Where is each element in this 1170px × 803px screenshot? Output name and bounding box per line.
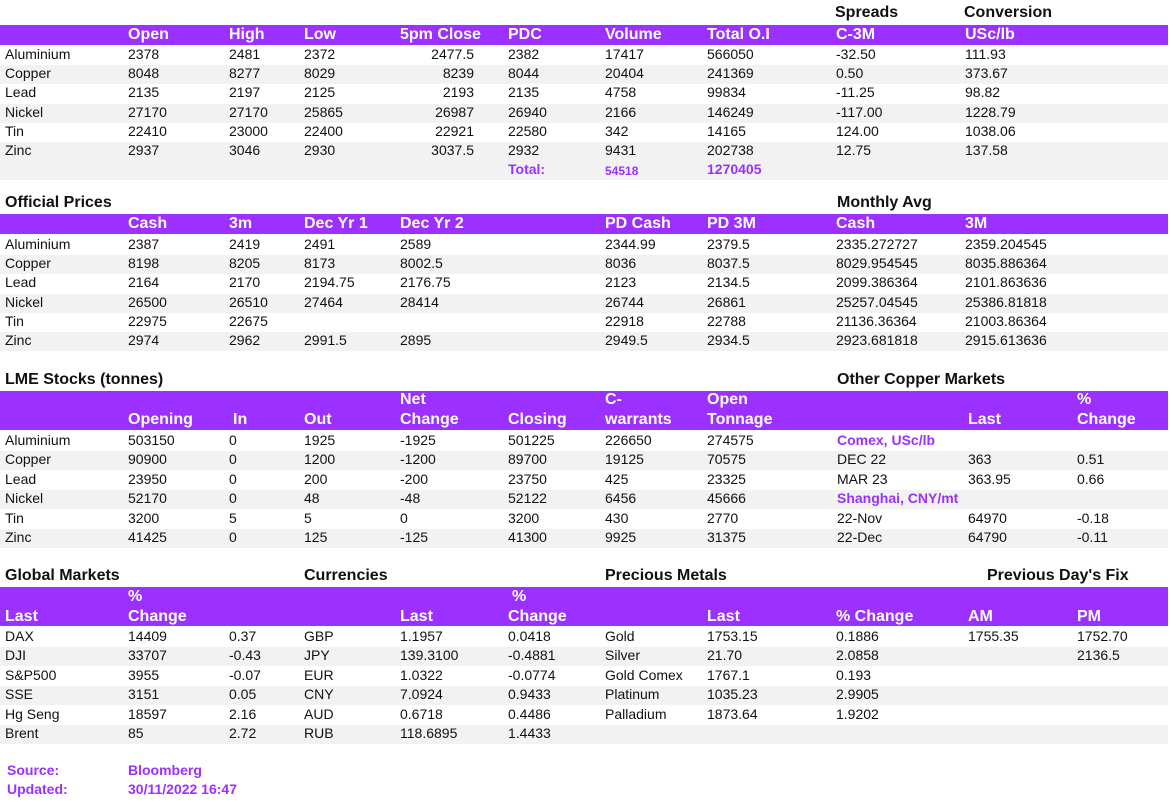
table-cell: 3151 [128, 686, 160, 703]
table-cell: 22921 [435, 122, 474, 139]
table-cell: 0 [229, 470, 237, 487]
table-cell: 0.193 [836, 666, 872, 683]
table-cell: 1.9202 [836, 705, 879, 722]
table-cell: 2136.5 [1077, 647, 1120, 664]
table-cell: 125 [304, 529, 328, 545]
metal-name: Nickel [5, 293, 44, 310]
table-cell: 0.37 [229, 628, 257, 644]
table-cell: 41300 [508, 529, 547, 545]
table-cell: 23000 [229, 122, 268, 139]
col-copper-last: Last [968, 411, 1001, 428]
table-cell: 22400 [304, 122, 343, 139]
table-cell: 27170 [128, 103, 167, 120]
col-curr-pct-top: % [512, 588, 527, 605]
table-cell: 3955 [128, 666, 160, 683]
col-closing: Closing [508, 411, 567, 428]
row-shade [0, 647, 1168, 666]
table-cell: 26940 [508, 103, 547, 120]
table-cell: 2382 [508, 46, 540, 62]
table-cell: 8029.954545 [836, 255, 918, 272]
table-cell: 503150 [128, 432, 175, 448]
index-name: S&P500 [5, 666, 57, 683]
table-cell: 21136.36364 [836, 312, 917, 329]
table-cell: -125 [400, 529, 429, 545]
table-cell: 2135 [508, 84, 540, 101]
table-cell: 9431 [605, 142, 637, 158]
col-cwarrants-top: C- [605, 391, 622, 408]
table-cell: 0 [229, 432, 237, 448]
table-cell: 90900 [128, 451, 167, 468]
table-cell: 7.0924 [400, 686, 443, 703]
table-cell: DEC 22 [837, 451, 887, 468]
table-cell: 28414 [400, 293, 439, 310]
table-cell: 17417 [605, 46, 644, 62]
col-pd-3m: PD 3M [707, 215, 756, 232]
col-high: High [229, 26, 265, 43]
col-tonnage: Tonnage [707, 411, 773, 428]
table-cell: 1873.64 [707, 705, 758, 722]
col-pct-top: % [1077, 391, 1092, 408]
col-usclb: USc/lb [965, 26, 1015, 43]
table-cell: 241369 [707, 65, 754, 82]
col-curr-change: Change [508, 608, 567, 625]
metal-name: Tin [5, 122, 24, 139]
table-cell: 8029 [304, 65, 336, 82]
table-cell: -32.50 [836, 46, 876, 62]
table-cell: 200 [304, 470, 328, 487]
col-total-oi: Total O.I [707, 26, 770, 43]
table-cell: 2101.863636 [965, 274, 1047, 291]
table-cell: 2974 [128, 332, 160, 348]
col-dec-yr2: Dec Yr 2 [400, 215, 464, 232]
table-cell: 8173 [304, 255, 336, 272]
table-cell: 85 [128, 725, 144, 741]
table-cell: 3046 [229, 142, 261, 158]
table-cell: 22675 [229, 312, 268, 329]
col-global-change: Change [128, 608, 187, 625]
table-cell: 0.9433 [508, 686, 551, 703]
table-cell: 25386.81818 [965, 293, 1047, 310]
col-net-change: Change [400, 411, 459, 428]
currencies-title: Currencies [304, 567, 388, 584]
table-cell: 25257.04545 [836, 293, 918, 310]
table-cell: 22788 [707, 312, 746, 329]
col-5pm-close: 5pm Close [400, 26, 481, 43]
table-cell: 1755.35 [968, 628, 1019, 644]
table-cell: 2930 [304, 142, 336, 158]
col-avg-cash: Cash [836, 215, 876, 232]
table-cell: -11.25 [836, 84, 875, 101]
table-cell: 23750 [508, 470, 547, 487]
col-open-tonnage-top: Open [707, 391, 748, 408]
metal-name: Aluminium [5, 46, 71, 62]
table-cell: 274575 [707, 432, 754, 448]
total-oi: 1270405 [707, 161, 762, 177]
currency-name: GBP [304, 628, 334, 644]
table-cell: 23325 [707, 470, 746, 487]
table-cell: 25865 [304, 103, 343, 120]
table-cell: 22975 [128, 312, 167, 329]
table-cell: 27170 [229, 103, 268, 120]
col-volume: Volume [605, 26, 662, 43]
official-prices-title: Official Prices [5, 194, 112, 211]
table-cell: -1925 [400, 432, 436, 448]
table-cell: 2949.5 [605, 332, 648, 348]
row-shade [0, 451, 1168, 470]
table-cell: 3037.5 [431, 142, 474, 158]
row-shade [0, 725, 1168, 744]
total-volume: 54518 [605, 164, 639, 178]
col-pdc: PDC [508, 26, 542, 43]
index-name: DAX [5, 628, 34, 644]
table-cell: 2915.613636 [965, 332, 1047, 348]
metal-name: Lead [5, 470, 37, 487]
table-cell: -0.43 [229, 647, 261, 664]
table-cell: 2962 [229, 332, 261, 348]
table-cell: 2193 [442, 84, 474, 101]
updated-label: Updated: [7, 781, 68, 797]
table-cell: 2895 [400, 332, 432, 348]
table-cell: 2934.5 [707, 332, 750, 348]
table-cell: 118.6895 [400, 725, 458, 741]
metal-name: Zinc [5, 332, 32, 348]
table-cell: 137.58 [965, 142, 1008, 158]
table-cell: 139.3100 [400, 647, 459, 664]
table-cell: 2125 [304, 84, 336, 101]
table-cell: 22-Nov [837, 509, 883, 526]
metal-name: Nickel [5, 103, 44, 120]
table-cell: 1752.70 [1077, 628, 1128, 644]
table-cell: 2099.386364 [836, 274, 918, 291]
table-cell: 2123 [605, 274, 637, 291]
table-cell: 1038.06 [965, 122, 1016, 139]
table-cell: 22-Dec [837, 529, 883, 545]
table-cell: 14409 [128, 628, 167, 644]
table-cell: 8036 [605, 255, 637, 272]
table-cell: 22580 [508, 122, 547, 139]
col-pd-cash: PD Cash [605, 215, 671, 232]
table-cell: 501225 [508, 432, 555, 448]
market-subheader: Shanghai, CNY/mt [837, 490, 959, 507]
row-shade [0, 686, 1168, 705]
conversion-title: Conversion [964, 4, 1053, 21]
table-cell: -0.0774 [508, 666, 556, 683]
metal-name: Copper [5, 255, 51, 272]
table-cell: 2194.75 [304, 274, 355, 291]
table-cell: 64790 [968, 529, 1007, 545]
currency-name: CNY [304, 686, 334, 703]
col-open: Open [128, 26, 169, 43]
metal-name: Zinc [5, 142, 32, 158]
table-cell: -48 [400, 490, 421, 507]
col-fix-am: AM [968, 608, 993, 625]
table-cell: 52122 [508, 490, 547, 507]
table-cell: 12.75 [836, 142, 872, 158]
table-cell: 124.00 [836, 122, 879, 139]
spreads-title: Spreads [835, 4, 899, 21]
market-subheader: Comex, USc/lb [837, 432, 936, 448]
col-in: In [233, 411, 248, 428]
table-cell: 1925 [304, 432, 336, 448]
metal-name: Lead [5, 274, 37, 291]
col-fix-pm: PM [1077, 608, 1101, 625]
table-cell: 2359.204545 [965, 236, 1047, 252]
col-warrants: warrants [605, 411, 672, 428]
table-cell: 3200 [128, 509, 160, 526]
index-name: Brent [5, 725, 39, 741]
table-cell: 0.66 [1077, 470, 1105, 487]
table-cell: 0.51 [1077, 451, 1105, 468]
table-cell: 146249 [707, 103, 754, 120]
table-cell: 2164 [128, 274, 160, 291]
col-low: Low [304, 26, 336, 43]
lme-stocks-title: LME Stocks (tonnes) [5, 371, 164, 388]
metal-name: Gold [605, 628, 635, 644]
precious-metals-title: Precious Metals [605, 567, 727, 584]
col-precious-last: Last [707, 608, 740, 625]
table-cell: 21003.86364 [965, 312, 1047, 329]
table-cell: 2932 [508, 142, 540, 158]
table-cell: 2166 [605, 103, 637, 120]
table-cell: 8205 [229, 255, 261, 272]
metal-name: Silver [605, 647, 641, 664]
col-net-top: Net [400, 391, 426, 408]
metal-name: Aluminium [5, 236, 71, 252]
table-cell: 202738 [707, 142, 754, 158]
col-copper-change: Change [1077, 411, 1136, 428]
table-cell: 2589 [400, 236, 432, 252]
table-cell: 2379.5 [707, 236, 750, 252]
col-precious-change: % Change [836, 608, 914, 625]
updated-value: 30/11/2022 16:47 [128, 781, 237, 797]
table-cell: 21.70 [707, 647, 743, 664]
table-cell: 8044 [508, 65, 540, 82]
table-cell: 64970 [968, 509, 1007, 526]
col-out: Out [304, 411, 332, 428]
metal-name: Copper [5, 451, 51, 468]
metal-name: Aluminium [5, 432, 71, 448]
table-cell: 20404 [605, 65, 644, 82]
table-cell: 8198 [128, 255, 160, 272]
source-label: Source: [7, 762, 60, 778]
table-cell: 48 [304, 490, 320, 507]
table-cell: 8277 [229, 65, 261, 82]
metal-name: Palladium [605, 705, 667, 722]
table-cell: 0 [229, 529, 237, 545]
table-cell: 8002.5 [400, 255, 443, 272]
table-cell: 1.1957 [400, 628, 443, 644]
metal-name: Nickel [5, 490, 44, 507]
metal-name: Lead [5, 84, 37, 101]
col-global-pct-top: % [128, 588, 143, 605]
table-cell: 70575 [707, 451, 746, 468]
col-c3m: C-3M [836, 26, 876, 43]
table-cell: 23950 [128, 470, 167, 487]
table-cell: 0 [229, 451, 237, 468]
table-cell: 2419 [229, 236, 261, 252]
table-cell: 14165 [707, 122, 746, 139]
table-cell: 0 [229, 490, 237, 507]
currency-name: RUB [304, 725, 334, 741]
table-cell: 2.0858 [836, 647, 879, 664]
index-name: DJI [5, 647, 26, 664]
table-cell: 226650 [605, 432, 652, 448]
table-cell: 41425 [128, 529, 167, 545]
table-cell: -200 [400, 470, 429, 487]
table-cell: 1.0322 [400, 666, 443, 683]
table-cell: 0.1886 [836, 628, 879, 644]
table-cell: 1228.79 [965, 103, 1016, 120]
table-cell: 4758 [605, 84, 637, 101]
col-curr-last: Last [400, 608, 433, 625]
table-cell: 89700 [508, 451, 547, 468]
table-cell: MAR 23 [837, 470, 888, 487]
table-cell: 99834 [707, 84, 746, 101]
table-cell: 26500 [128, 293, 167, 310]
index-name: SSE [5, 686, 34, 703]
table-cell: 566050 [707, 46, 754, 62]
official-header-bar [0, 214, 1168, 234]
table-cell: 6456 [605, 490, 637, 507]
table-cell: 22918 [605, 312, 644, 329]
table-cell: 2344.99 [605, 236, 656, 252]
total-label: Total: [508, 161, 546, 177]
metal-name: Copper [5, 65, 51, 82]
index-name: Hg Seng [5, 705, 60, 722]
table-cell: 19125 [605, 451, 644, 468]
table-cell: 0.0418 [508, 628, 551, 644]
monthly-avg-title: Monthly Avg [837, 194, 932, 211]
table-cell: 45666 [707, 490, 746, 507]
table-cell: 27464 [304, 293, 343, 310]
table-cell: 2991.5 [304, 332, 347, 348]
table-cell: 430 [605, 509, 629, 526]
table-cell: 9925 [605, 529, 637, 545]
col-3m: 3m [229, 215, 253, 232]
table-cell: 2481 [229, 46, 261, 62]
table-cell: 18597 [128, 705, 167, 722]
table-cell: 98.82 [965, 84, 1001, 101]
col-cash: Cash [128, 215, 168, 232]
table-cell: 26987 [435, 103, 474, 120]
table-cell: 2176.75 [400, 274, 451, 291]
other-copper-title: Other Copper Markets [837, 371, 1006, 388]
table-cell: 3200 [508, 509, 540, 526]
table-cell: 1.4433 [508, 725, 551, 741]
metal-name: Zinc [5, 529, 32, 545]
table-cell: 2491 [304, 236, 336, 252]
table-cell: 31375 [707, 529, 746, 545]
table-cell: 342 [605, 122, 629, 139]
table-cell: 0.4486 [508, 705, 551, 722]
metal-name: Gold Comex [605, 666, 683, 683]
table-cell: 1035.23 [707, 686, 758, 703]
table-cell: 2937 [128, 142, 160, 158]
table-cell: 2477.5 [431, 46, 474, 62]
table-cell: 26861 [707, 293, 746, 310]
currency-name: EUR [304, 666, 334, 683]
table-cell: -1200 [400, 451, 436, 468]
col-global-last: Last [5, 608, 38, 625]
table-cell: 33707 [128, 647, 167, 664]
row-shade [0, 161, 1168, 180]
table-cell: 373.67 [965, 65, 1008, 82]
table-cell: 363.95 [968, 470, 1011, 487]
col-opening: Opening [128, 411, 193, 428]
table-cell: 26744 [605, 293, 644, 310]
currency-name: JPY [304, 647, 330, 664]
currency-name: AUD [304, 705, 334, 722]
table-cell: -0.18 [1077, 509, 1109, 526]
table-cell: -0.4881 [508, 647, 556, 664]
row-shade [0, 490, 1168, 509]
table-cell: -0.11 [1077, 529, 1108, 545]
metal-name: Tin [5, 312, 24, 329]
table-cell: 5 [229, 509, 237, 526]
table-cell: 2.16 [229, 705, 257, 722]
table-cell: 2335.272727 [836, 236, 918, 252]
table-cell: 2770 [707, 509, 739, 526]
table-cell: 425 [605, 470, 629, 487]
table-cell: 1767.1 [707, 666, 750, 683]
table-cell: -0.07 [229, 666, 261, 683]
table-cell: 111.93 [965, 46, 1006, 62]
table-cell: 1753.15 [707, 628, 758, 644]
table-cell: 8048 [128, 65, 160, 82]
table-cell: 2170 [229, 274, 261, 291]
table-cell: 2.9905 [836, 686, 879, 703]
table-cell: 26510 [229, 293, 268, 310]
table-cell: 22410 [128, 122, 167, 139]
table-cell: 0.6718 [400, 705, 443, 722]
table-cell: 2135 [128, 84, 160, 101]
table-cell: 2134.5 [707, 274, 750, 291]
table-cell: 2.72 [229, 725, 257, 741]
metal-name: Platinum [605, 686, 660, 703]
table-cell: 2378 [128, 46, 160, 62]
global-markets-title: Global Markets [5, 567, 120, 584]
source-value: Bloomberg [128, 762, 202, 778]
table-cell: 1200 [304, 451, 336, 468]
table-cell: 52170 [128, 490, 167, 507]
table-cell: 2387 [128, 236, 160, 252]
col-dec-yr1: Dec Yr 1 [304, 215, 368, 232]
table-cell: 0 [400, 509, 408, 526]
col-avg-3m: 3M [965, 215, 988, 232]
table-cell: 363 [968, 451, 992, 468]
table-cell: 5 [304, 509, 312, 526]
table-cell: 8239 [442, 65, 474, 82]
table-cell: 2197 [229, 84, 261, 101]
metal-name: Tin [5, 509, 24, 526]
table-cell: 2923.681818 [836, 332, 918, 348]
table-cell: 0.50 [836, 65, 864, 82]
table-cell: 0.05 [229, 686, 257, 703]
table-cell: 8037.5 [707, 255, 750, 272]
table-cell: -117.00 [836, 103, 883, 120]
table-cell: 8035.886364 [965, 255, 1047, 272]
table-cell: 2372 [304, 46, 336, 62]
previous-fix-title: Previous Day's Fix [987, 567, 1129, 584]
